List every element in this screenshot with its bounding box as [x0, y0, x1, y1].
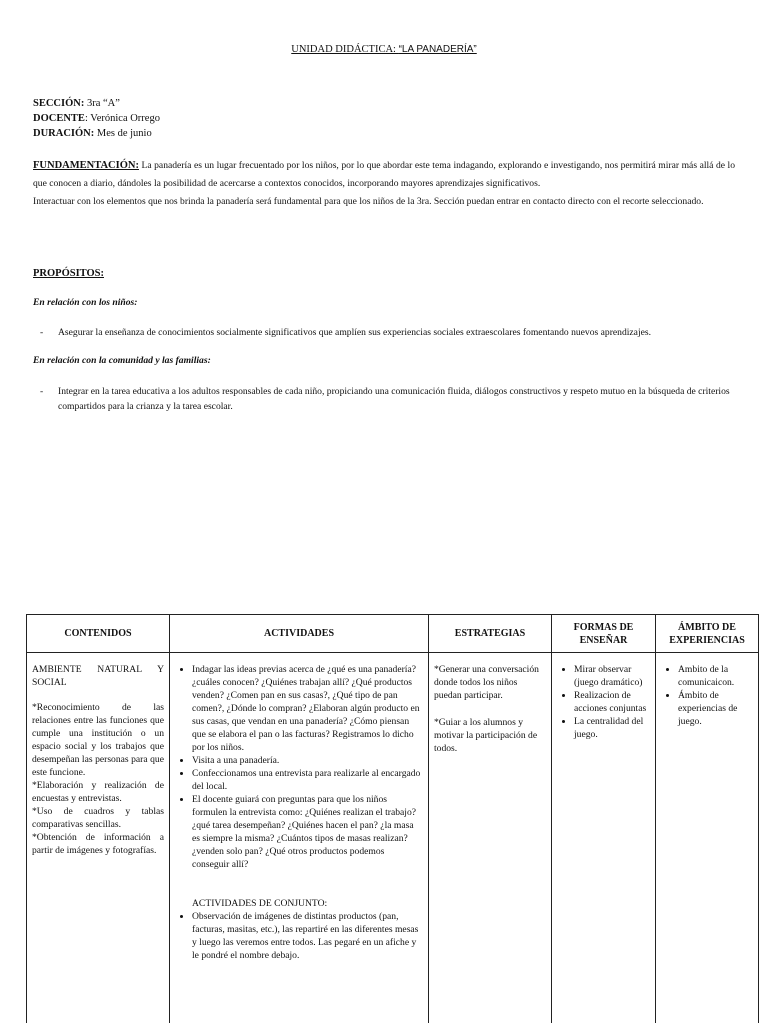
contenidos-item: *Reconocimiento de las relaciones entre las funciones que cumple una institución o un espacio social y los trabajos que desempeñan las personas para que este funcione.: [32, 702, 164, 778]
cell-estrategias: [429, 653, 552, 1024]
list-item: • Ámbito de experiencias de juego.: [678, 689, 753, 728]
formas-list: [557, 663, 650, 741]
document-title: [0, 44, 768, 55]
comunidad-item: [40, 384, 740, 414]
propositos-title: PROPÓSITOS:: [33, 268, 104, 279]
fundamentacion-section: [33, 157, 735, 211]
cell-actividades: [170, 653, 429, 1024]
list-item: • Visita a una panadería.: [192, 754, 423, 767]
actividades-list: [175, 663, 423, 871]
seccion-line: [33, 96, 160, 111]
cell-contenidos: [27, 653, 170, 1024]
header-ambito: ÁMBITO DE EXPERIENCIAS: [656, 615, 759, 653]
comunidad-item-text: Integrar en la tarea educativa a los adultos responsables de cada niño, propiciando una comunicación fluida, diálogos constructivos y respeto mutuo en la búsqueda de criterios compartidos para la crianza y la tarea escolar.: [58, 386, 730, 412]
docente-line: [33, 111, 160, 126]
list-item: • Mirar observar (juego dramático): [574, 663, 650, 689]
header-formas: FORMAS DE ENSEÑAR: [552, 615, 656, 653]
dash-marker: -: [40, 327, 44, 338]
docente-value: : Verónica Orrego: [84, 113, 160, 124]
contenidos-item: *Uso de cuadros y tablas comparativas sencillas.: [32, 806, 164, 830]
contenidos-item: *Obtención de información a partir de imágenes y fotografías.: [32, 832, 164, 856]
seccion-label: SECCIÓN:: [33, 98, 87, 109]
header-actividades: ACTIVIDADES: [170, 615, 429, 653]
seccion-value: 3ra “A”: [86, 98, 120, 109]
list-item: • Ambito de la comunicaicon.: [678, 663, 753, 689]
header-contenidos: CONTENIDOS: [27, 615, 170, 653]
ninos-item-text: Asegurar la enseñanza de conocimientos socialmente significativos que amplíen sus experiencias sociales extraescolares fomentando nuevos aprendizajes.: [58, 327, 651, 338]
fundamentacion-label: FUNDAMENTACIÓN:: [33, 160, 139, 171]
list-item: • Indagar las ideas previas acerca de ¿qué es una panadería? ¿cuáles conocen? ¿Quiénes trabajan allí? ¿Qué productos venden? ¿Comen pan en sus casas?, ¿Qué tipo de pan comen?, ¿Dónde lo compran? ¿Elaboran algún producto en sus casas, que vendan en una panadería? ¿Cómo piensan que se elabora el pan o las facturas? Registramos lo dicho por los niños.: [192, 663, 423, 754]
list-item: • Observación de imágenes de distintas productos (pan, facturas, masitas, etc.), las repartiré en las diferentes mesas y luego las veremos entre todos. Las pegaré en un afiche y le pondré el nombre debajo.: [192, 910, 423, 962]
comunidad-subheading: En relación con la comunidad y las familias:: [33, 355, 211, 366]
planning-table: [26, 614, 759, 1023]
table-row: [27, 653, 759, 1024]
list-item: • La centralidad del juego.: [574, 715, 650, 741]
fundamentacion-paragraph-1: [33, 157, 735, 193]
ambito-list: [661, 663, 753, 728]
ninos-item: [40, 325, 740, 340]
cell-ambito: [656, 653, 759, 1024]
title-name: “LA PANADERÍA”: [398, 44, 477, 55]
dash-marker: -: [40, 386, 44, 397]
header-info: [33, 96, 160, 141]
estrategias-item: *Guiar a los alumnos y motivar la participación de todos.: [434, 717, 538, 754]
title-prefix: UNIDAD DIDÁCTICA:: [291, 44, 399, 55]
fundamentacion-text-1: La panadería es un lugar frecuentado por los niños, por lo que abordar este tema indagando, explorando e investigando, nos permitirá mirar más allá de lo que conocen a diario, dándoles la posibilidad de acercarse a contextos conocidos, incorporando mayores aprendizajes significativos.: [33, 160, 735, 189]
duracion-line: [33, 126, 160, 141]
conjunto-list: [175, 910, 423, 962]
contenidos-item: *Elaboración y realización de encuestas y entrevistas.: [32, 780, 164, 804]
duracion-label: DURACIÓN:: [33, 128, 97, 139]
ninos-subheading: En relación con los niños:: [33, 297, 138, 308]
cell-formas: [552, 653, 656, 1024]
list-item: • Confeccionamos una entrevista para realizarle al encargado del local.: [192, 767, 423, 793]
docente-label: DOCENTE: [33, 113, 85, 124]
duracion-value: Mes de junio: [96, 128, 152, 139]
header-estrategias: ESTRATEGIAS: [429, 615, 552, 653]
contenidos-heading: AMBIENTE NATURAL Y SOCIAL: [32, 664, 164, 688]
estrategias-item: *Generar una conversación donde todos los niños puedan participar.: [434, 664, 539, 701]
conjunto-label: ACTIVIDADES DE CONJUNTO:: [192, 898, 328, 909]
table-header-row: [27, 615, 759, 653]
list-item: • Realizacion de acciones conjuntas: [574, 689, 650, 715]
fundamentacion-paragraph-2: Interactuar con los elementos que nos brinda la panadería será fundamental para que los niños de la 3ra. Sección puedan entrar en contacto directo con el recorte seleccionado.: [33, 196, 704, 207]
list-item: • El docente guiará con preguntas para que los niños formulen la entrevista como: ¿Quiénes realizan el trabajo? ¿qué tarea desempeñan? ¿Quiénes hacen el pan? ¿la masa es siempre la misma? ¿Cuántos tipos de masas realizan? ¿venden solo pan? ¿Qué otros productos podemos conseguir allí?: [192, 793, 423, 871]
